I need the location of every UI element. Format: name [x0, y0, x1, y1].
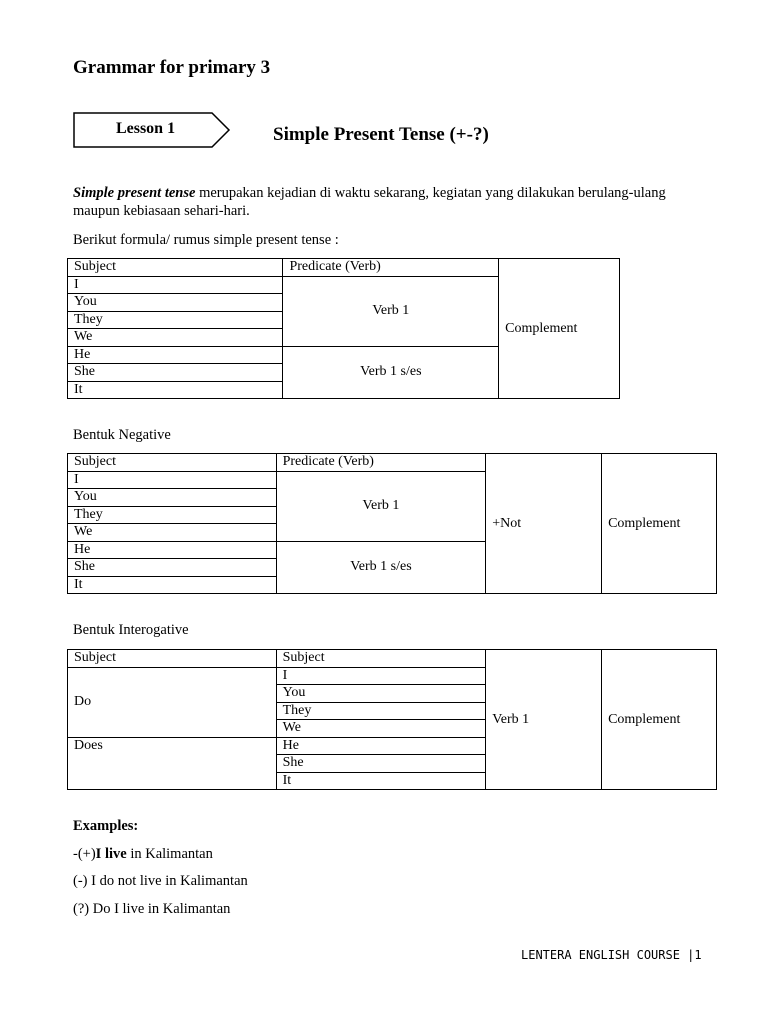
interrogative-formula-table — [67, 649, 717, 790]
lesson-subtitle: Simple Present Tense (+-?) — [273, 124, 489, 145]
verb-cell: Verb 1 — [283, 276, 499, 346]
complement-cell: Complement — [602, 454, 717, 594]
verb-s-es-cell: Verb 1 s/es — [276, 541, 486, 594]
example-positive-bold: I live — [95, 846, 127, 862]
subject-cell: She — [68, 364, 283, 382]
example-positive-prefix: -(+) — [73, 846, 96, 862]
subject-cell: It — [68, 381, 283, 399]
interrogative-label: Bentuk Interogative — [73, 622, 189, 638]
intro-definition: merupakan kejadian di waktu sekarang, kegiatan yang dilakukan berulang-ulang maupun kebiasaan sehari-hari. — [73, 185, 666, 219]
positive-formula-table — [67, 258, 620, 399]
subject-cell: They — [276, 702, 486, 720]
subject-cell: I — [276, 667, 486, 685]
lesson-badge — [73, 112, 231, 148]
subject-cell: I — [68, 471, 277, 489]
aux-does-cell: Does — [68, 737, 277, 790]
complement-cell: Complement — [602, 650, 717, 790]
subject-cell: You — [68, 489, 277, 507]
lesson-label: Lesson 1 — [115, 120, 176, 137]
example-positive — [73, 845, 213, 863]
subject-cell: She — [276, 755, 486, 773]
intro-term: Simple present tense — [73, 185, 196, 201]
table-header-predicate: Predicate (Verb) — [283, 259, 499, 277]
negative-formula-table — [67, 453, 717, 594]
table-header-subject: Subject — [276, 650, 486, 668]
formula-label: Berikut formula/ rumus simple present tense : — [73, 232, 339, 248]
subject-cell: He — [276, 737, 486, 755]
subject-cell: We — [68, 524, 277, 542]
subject-cell: We — [68, 329, 283, 347]
example-question: (?) Do I live in Kalimantan — [73, 901, 231, 917]
intro-paragraph — [73, 184, 688, 220]
verb-cell: Verb 1 — [276, 471, 486, 541]
table-header-subject: Subject — [68, 259, 283, 277]
table-header-subject: Subject — [68, 454, 277, 472]
subject-cell: He — [68, 346, 283, 364]
subject-cell: You — [276, 685, 486, 703]
verb-cell: Verb 1 — [486, 650, 602, 790]
subject-cell: They — [68, 506, 277, 524]
example-positive-rest: in Kalimantan — [126, 846, 213, 862]
subject-cell: We — [276, 720, 486, 738]
not-cell: +Not — [486, 454, 602, 594]
subject-cell: It — [68, 576, 277, 594]
subject-cell: You — [68, 294, 283, 312]
subject-cell: I — [68, 276, 283, 294]
negative-label: Bentuk Negative — [73, 427, 171, 443]
example-negative: (-) I do not live in Kalimantan — [73, 873, 248, 889]
examples-heading: Examples: — [73, 818, 139, 834]
subject-cell: They — [68, 311, 283, 329]
verb-s-es-cell: Verb 1 s/es — [283, 346, 499, 399]
subject-cell: He — [68, 541, 277, 559]
table-header-predicate: Predicate (Verb) — [276, 454, 486, 472]
subject-cell: It — [276, 772, 486, 790]
table-header-subject: Subject — [68, 650, 277, 668]
page-title: Grammar for primary 3 — [73, 57, 271, 78]
page-footer: LENTERA ENGLISH COURSE |1 — [521, 948, 702, 962]
subject-cell: She — [68, 559, 277, 577]
aux-do-cell: Do — [68, 667, 277, 737]
complement-cell: Complement — [499, 259, 620, 399]
